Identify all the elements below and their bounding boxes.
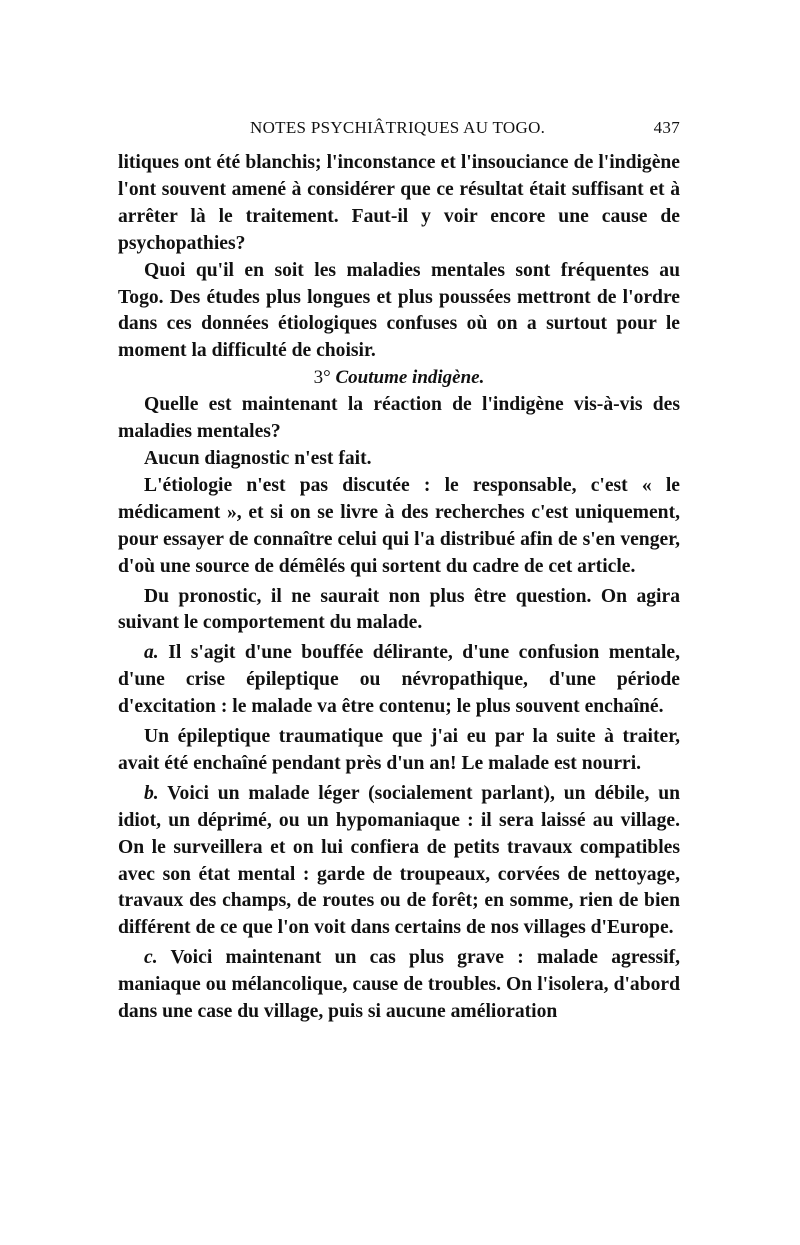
section-number: 3° xyxy=(313,367,331,389)
paragraph: Quoi qu'il en soit les maladies mentales sont fréquentes au Togo. Des études plus longues et plus poussées mettront de l'ordre dans ces données étiologiques confuses où on a surtout pour le moment la difficulté de choisir. xyxy=(118,259,680,362)
page-body xyxy=(118,150,680,1026)
paragraph: Un épileptique traumatique que j'ai eu par la suite à traiter, avait été enchaîné pendant près d'un an! Le malade est nourri. xyxy=(118,726,680,774)
paragraph: L'étiologie n'est pas discutée : le responsable, c'est « le médicament », et si on se livre à des recherches c'est uniquement, pour essayer de connaître celui qui l'a distribué afin de s'en venger, d'où une source de démêlés qui sortent du cadre de cet article. xyxy=(118,474,680,577)
paragraph-item-a xyxy=(118,640,680,721)
page-number: 437 xyxy=(653,118,680,137)
paragraph-item-b xyxy=(118,781,680,942)
item-label: c. xyxy=(144,947,158,969)
paragraph: Quelle est maintenant la réaction de l'indigène vis-à-vis des maladies mentales? xyxy=(118,394,680,443)
section-title: Coutume indigène. xyxy=(335,367,485,389)
paragraph: Aucun diagnostic n'est fait. xyxy=(144,447,372,469)
item-text: Voici maintenant un cas plus grave : malade agressif, maniaque ou mélancolique, cause de troubles. On l'isolera, d'abord dans une case du village, puis si aucune amélioration xyxy=(118,947,680,1023)
item-label: a. xyxy=(144,642,159,664)
item-text: Il s'agit d'une bouffée délirante, d'une confusion mentale, d'une crise épileptique ou névropathique, d'une période d'excitation : le malade va être contenu; le plus souvent enchaîné. xyxy=(118,642,681,718)
section-heading xyxy=(118,365,680,392)
running-head xyxy=(118,118,680,142)
item-text: Voici un malade léger (socialement parlant), un débile, un idiot, un déprimé, ou un hypomaniaque : il sera laissé au village. On le surveillera et on lui confiera de petits travaux compatibles avec son état mental : garde de troupeaux, corvées de nettoyage, travaux des champs, de routes ou de forêt; en somme, rien de bien différent de ce que l'on voit dans certains de nos villages d'Europe. xyxy=(118,782,680,939)
paragraph: Du pronostic, il ne saurait non plus être question. On agira suivant le comportement du malade. xyxy=(118,585,680,634)
paragraph-item-c xyxy=(118,945,680,1026)
paragraph-continuation: litiques ont été blanchis; l'inconstance et l'insouciance de l'indigène l'ont souvent amené à considérer que ce résultat était suffisant et à arrêter là le traitement. Faut-il y voir encore une cause de psychopathies? xyxy=(118,152,680,254)
running-title: NOTES PSYCHIÂTRIQUES AU TOGO. xyxy=(250,118,546,137)
item-label: b. xyxy=(144,782,159,804)
